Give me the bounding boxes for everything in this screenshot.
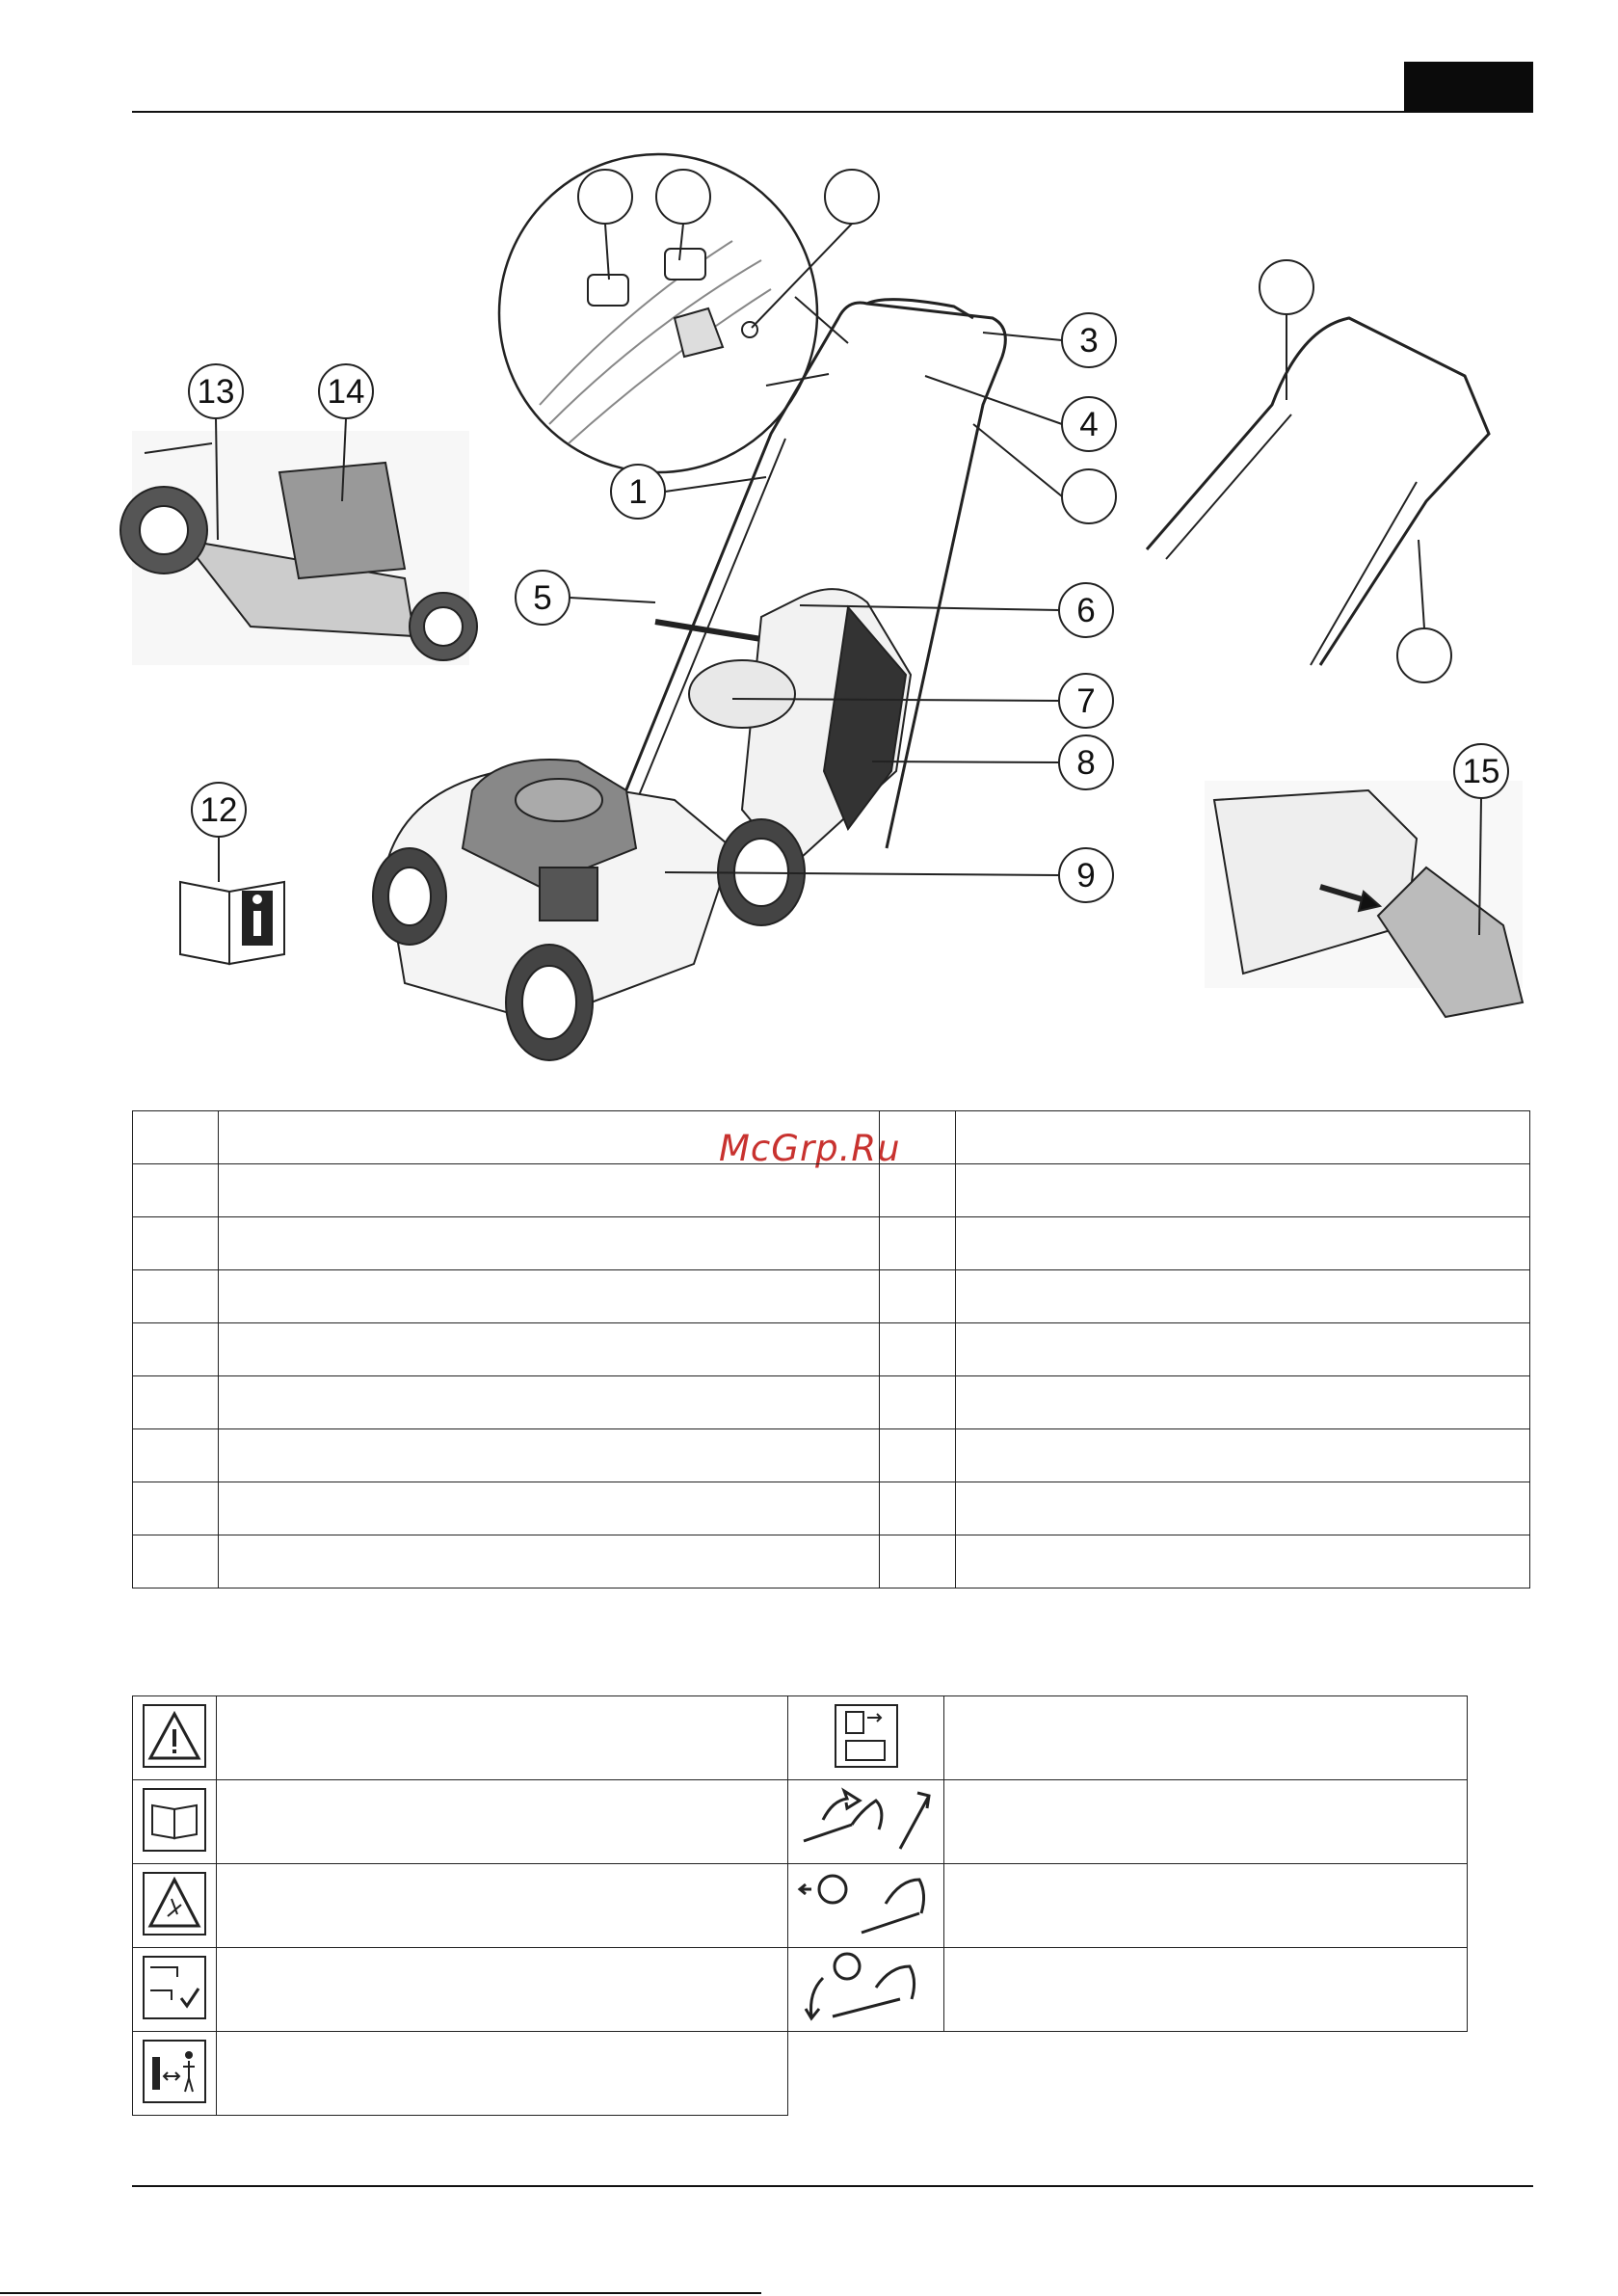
callout-13: 13 bbox=[197, 373, 235, 411]
parts-cell bbox=[219, 1429, 880, 1482]
callout-12: 12 bbox=[199, 791, 238, 829]
parts-cell bbox=[956, 1376, 1530, 1429]
book-manual-icon bbox=[143, 1788, 206, 1852]
parts-cell bbox=[133, 1376, 219, 1429]
symbol-description bbox=[944, 1696, 1468, 1780]
symbol-cell bbox=[133, 1780, 217, 1864]
empty-cell bbox=[944, 2032, 1468, 2116]
parts-cell bbox=[133, 1217, 219, 1270]
callout-2b bbox=[656, 170, 710, 224]
parts-cell bbox=[880, 1429, 956, 1482]
parts-cell bbox=[880, 1376, 956, 1429]
symbol-cell bbox=[133, 1696, 217, 1780]
drive-engage-icon bbox=[794, 1949, 939, 2026]
parts-cell bbox=[219, 1376, 880, 1429]
watermark: McGrp.Ru bbox=[719, 1128, 901, 1169]
symbol-description bbox=[217, 1948, 788, 2032]
parts-cell bbox=[133, 1270, 219, 1323]
callout-6: 6 bbox=[1076, 592, 1096, 629]
parts-cell bbox=[956, 1482, 1530, 1535]
symbol-cell bbox=[133, 1864, 217, 1948]
parts-cell bbox=[880, 1270, 956, 1323]
parts-cell bbox=[219, 1164, 880, 1217]
parts-cell bbox=[219, 1323, 880, 1376]
callout-4: 4 bbox=[1079, 406, 1099, 443]
symbol-row bbox=[133, 1780, 1468, 1864]
symbol-cell bbox=[788, 1948, 944, 2032]
symbol-description bbox=[944, 1780, 1468, 1864]
symbol-cell bbox=[788, 1696, 944, 1780]
parts-cell bbox=[880, 1323, 956, 1376]
empty-cell bbox=[788, 2032, 944, 2116]
bottom-edge-rule bbox=[0, 2292, 761, 2294]
parts-row bbox=[133, 1535, 1530, 1589]
parts-cell bbox=[956, 1164, 1530, 1217]
parts-row bbox=[133, 1323, 1530, 1376]
parts-row bbox=[133, 1164, 1530, 1217]
parts-cell bbox=[956, 1270, 1530, 1323]
parts-cell bbox=[880, 1535, 956, 1589]
parts-cell bbox=[219, 1535, 880, 1589]
blade-hazard-icon bbox=[143, 1872, 206, 1936]
parts-cell bbox=[133, 1323, 219, 1376]
parts-cell bbox=[956, 1429, 1530, 1482]
callout-zoom-3 bbox=[825, 170, 879, 224]
start-engine-icon bbox=[794, 1781, 939, 1858]
parts-cell bbox=[880, 1111, 956, 1164]
parts-cell bbox=[133, 1164, 219, 1217]
symbol-row bbox=[133, 1864, 1468, 1948]
callout-1: 1 bbox=[628, 473, 648, 511]
blade-brake-icon bbox=[794, 1865, 939, 1942]
parts-cell bbox=[219, 1482, 880, 1535]
mower-illustration bbox=[0, 0, 1618, 1070]
symbol-description bbox=[217, 2032, 788, 2116]
symbol-cell bbox=[788, 1780, 944, 1864]
parts-cell bbox=[956, 1111, 1530, 1164]
grass-catcher-icon bbox=[835, 1704, 898, 1768]
callout-9: 9 bbox=[1076, 857, 1096, 894]
symbol-description bbox=[217, 1864, 788, 1948]
callout-15: 15 bbox=[1462, 753, 1500, 790]
parts-cell bbox=[219, 1270, 880, 1323]
parts-cell bbox=[219, 1217, 880, 1270]
symbol-row bbox=[133, 1696, 1468, 1780]
parts-cell bbox=[956, 1323, 1530, 1376]
parts-cell bbox=[956, 1535, 1530, 1589]
callout-5: 5 bbox=[533, 579, 552, 617]
parts-cell bbox=[133, 1482, 219, 1535]
symbol-row bbox=[133, 1948, 1468, 2032]
parts-cell bbox=[133, 1429, 219, 1482]
parts-cell bbox=[219, 1111, 880, 1164]
parts-row bbox=[133, 1111, 1530, 1164]
parts-row bbox=[133, 1217, 1530, 1270]
symbol-description bbox=[944, 1948, 1468, 2032]
parts-row bbox=[133, 1270, 1530, 1323]
callout-2a bbox=[578, 170, 632, 224]
callout-3: 3 bbox=[1079, 322, 1099, 360]
callout-8: 8 bbox=[1076, 744, 1096, 782]
hand-guard-check-icon bbox=[143, 1956, 206, 2019]
parts-cell bbox=[880, 1217, 956, 1270]
parts-cell bbox=[956, 1217, 1530, 1270]
parts-cell bbox=[133, 1535, 219, 1589]
symbol-row bbox=[133, 2032, 1468, 2116]
parts-row bbox=[133, 1482, 1530, 1535]
symbol-description bbox=[217, 1780, 788, 1864]
symbol-cell bbox=[788, 1864, 944, 1948]
symbol-cell bbox=[133, 1948, 217, 2032]
parts-cell bbox=[880, 1164, 956, 1217]
parts-cell bbox=[880, 1482, 956, 1535]
parts-table bbox=[132, 1110, 1530, 1589]
callout-14: 14 bbox=[327, 373, 365, 411]
symbol-cell bbox=[133, 2032, 217, 2116]
keep-distance-icon bbox=[143, 2040, 206, 2103]
warning-triangle-icon bbox=[143, 1704, 206, 1768]
symbol-description bbox=[217, 1696, 788, 1780]
parts-row bbox=[133, 1429, 1530, 1482]
symbols-table bbox=[132, 1695, 1468, 2116]
callout-7: 7 bbox=[1076, 682, 1096, 720]
parts-row bbox=[133, 1376, 1530, 1429]
symbol-description bbox=[944, 1864, 1468, 1948]
parts-cell bbox=[133, 1111, 219, 1164]
footer-rule bbox=[132, 2185, 1533, 2187]
